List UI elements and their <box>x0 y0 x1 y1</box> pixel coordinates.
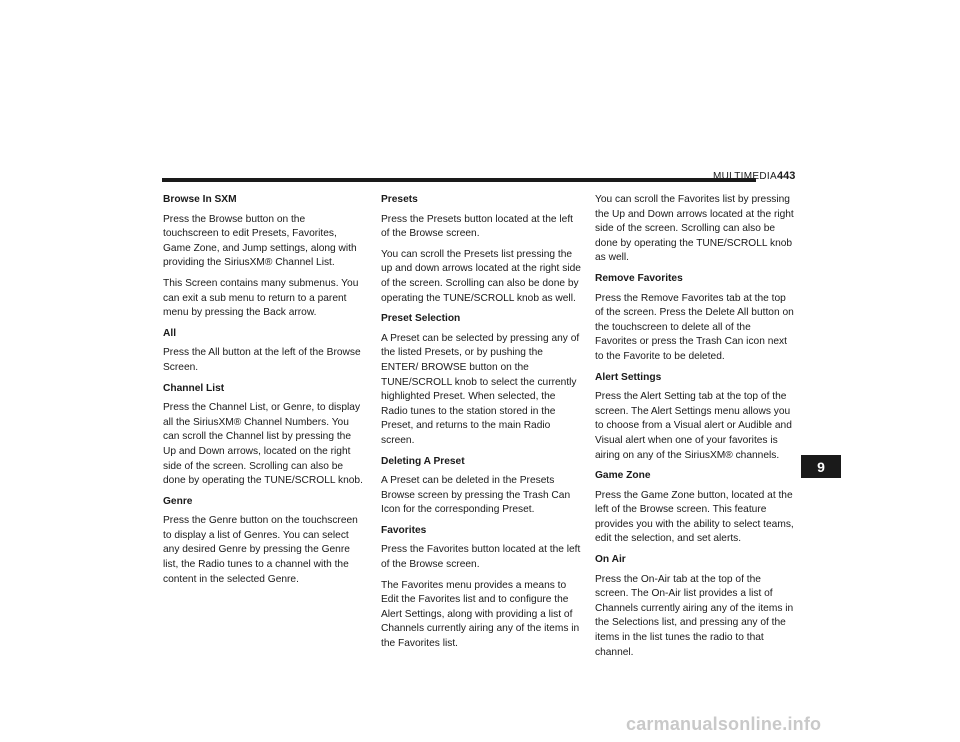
body-paragraph: You can scroll the Favorites list by pressing the Up and Down arrows located at the right side of the screen. Scrolling can also be done by operating the TUNE/SCROLL knob as well. <box>595 194 794 264</box>
text-column-1 <box>163 193 363 593</box>
body-paragraph: Press the Genre button on the touchscreen to display a list of Genres. You can select any desired Genre by pressing the Genre list, the Radio tunes to a channel with the content in the selected Genre. <box>163 515 358 585</box>
header-rule <box>162 178 756 182</box>
body-paragraph: Press the Favorites button located at the left of the Browse screen. <box>381 544 581 571</box>
section-heading: Browse In SXM <box>163 194 237 205</box>
body-paragraph: Press the Game Zone button, located at the left of the Browse screen. This feature provides you with the ability to select teams, edit the selection, and set alerts. <box>595 489 794 545</box>
body-paragraph: Press the Alert Setting tab at the top of the screen. The Alert Settings menu allows you to choose from a Visual alert or Audible and Visual alert when one of your favorites is airing on any of the SiriusXM® channels. <box>595 391 792 461</box>
body-paragraph: The Favorites menu provides a means to Edit the Favorites list and to configure the Alert Settings, along with providing a list of Channels currently airing any of the items in the Favorites list. <box>381 579 580 650</box>
body-paragraph: A Preset can be deleted in the Presets Browse screen by pressing the Trash Can Icon for the corresponding Preset. <box>381 475 571 516</box>
body-paragraph: Press the Channel List, or Genre, to display all the SiriusXM® Channel Numbers. You can scroll the Channel list by pressing the Up and Down arrows, located on the right side of the screen. Scrolling can also be done by operating the TUNE/SCROLL knob. <box>163 402 363 487</box>
page-number: 443 <box>777 170 796 182</box>
section-title: MULTIMEDIA <box>713 171 777 182</box>
section-heading: All <box>163 327 177 339</box>
body-paragraph: A Preset can be selected by pressing any of the listed Presets, or by pushing the ENTER/ BROWSE button on the TUNE/SCROLL knob to select the currently highlighted Preset. When selected, the Radio tunes to the station stored in the Preset, and returns to the main Radio screen. <box>381 332 580 446</box>
body-paragraph: You can scroll the Presets list pressing the up and down arrows located at the right side of the screen. Scrolling can also be done by operating the TUNE/SCROLL knob as well. <box>381 248 581 304</box>
body-paragraph: Press the On-Air tab at the top of the screen. The On-Air list provides a list of Channels currently airing any of the items in the Selections list, and pressing any of the items in the list tunes the radio to that channel. <box>595 573 794 658</box>
section-heading: Alert Settings <box>595 371 662 383</box>
section-heading: Genre <box>163 495 193 507</box>
section-heading: Game Zone <box>595 470 651 482</box>
watermark-text: carmanualsonline.info <box>626 714 822 734</box>
text-column-2 <box>381 193 581 658</box>
section-heading: On Air <box>595 554 626 566</box>
body-paragraph: Press the Presets button located at the left of the Browse screen. <box>381 213 573 240</box>
body-paragraph: Press the Remove Favorites tab at the top of the screen. Press the Delete All button on the touchscreen to delete all of the Favorites or press the Trash Can icon next to the Favorite to be deleted. <box>595 292 794 362</box>
chapter-tab: 9 <box>801 455 841 478</box>
section-heading: Deleting A Preset <box>381 455 465 467</box>
section-heading: Channel List <box>163 382 225 394</box>
body-paragraph: Press the Browse button on the touchscreen to edit Presets, Favorites, Game Zone, and Jump settings, along with providing the SiriusXM® Channel List. <box>163 213 357 269</box>
section-heading: Favorites <box>381 524 427 536</box>
text-column-3 <box>595 193 795 666</box>
section-heading: Preset Selection <box>381 313 461 325</box>
section-heading: Presets <box>381 194 418 205</box>
body-paragraph: Press the All button at the left of the Browse Screen. <box>163 347 361 373</box>
section-heading: Remove Favorites <box>595 272 683 284</box>
body-paragraph: This Screen contains many submenus. You can exit a sub menu to return to a parent menu by pressing the Back arrow. <box>163 277 359 319</box>
